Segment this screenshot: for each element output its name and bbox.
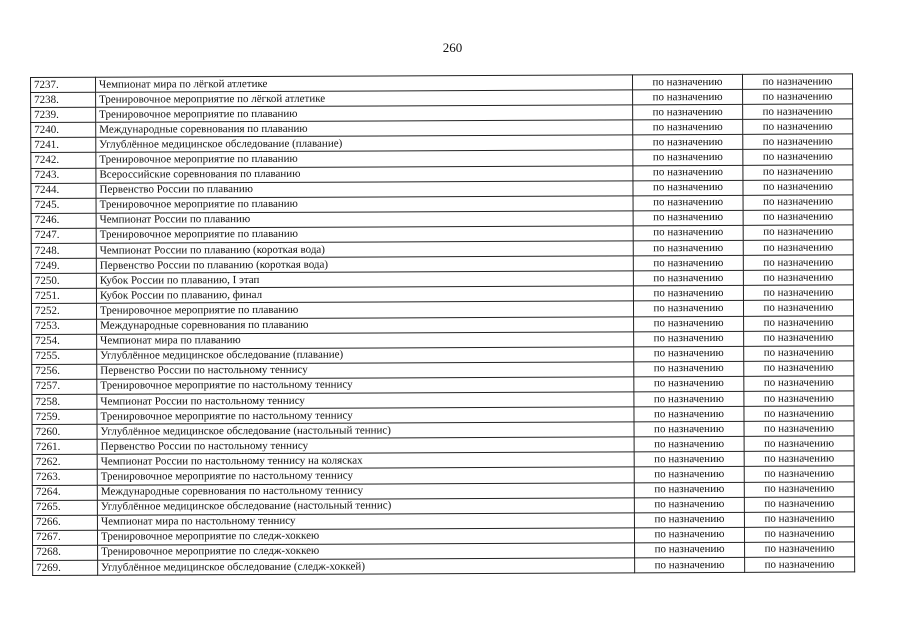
assignment-cell-2: по назначению: [743, 164, 853, 180]
assignment-cell-1: по назначению: [634, 376, 744, 392]
row-number-cell: 7266.: [32, 515, 97, 530]
assignment-cell-2: по назначению: [744, 315, 854, 331]
event-name-cell: Тренировочное мероприятие по плаванию: [96, 105, 633, 122]
assignment-cell-1: по назначению: [633, 271, 743, 287]
event-name-cell: Тренировочное мероприятие по настольному теннису: [97, 467, 634, 484]
assignment-cell-2: по назначению: [743, 119, 853, 135]
row-number-cell: 7268.: [33, 545, 98, 560]
assignment-cell-2: по назначению: [743, 300, 853, 316]
event-name-cell: Первенство России по настольному теннису: [97, 437, 634, 454]
row-number-cell: 7244.: [31, 183, 96, 198]
event-name-cell: Международные соревнования по плаванию: [96, 120, 633, 137]
row-number-cell: 7264.: [32, 485, 97, 500]
event-name-cell: Чемпионат мира по плаванию: [97, 331, 634, 348]
assignment-cell-2: по назначению: [743, 104, 853, 120]
assignment-cell-1: по назначению: [633, 105, 743, 121]
row-number-cell: 7251.: [31, 289, 96, 304]
assignment-cell-2: по назначению: [743, 134, 853, 150]
assignment-cell-2: по назначению: [743, 195, 853, 211]
assignment-cell-2: по назначению: [743, 285, 853, 301]
assignment-cell-1: по назначению: [634, 361, 744, 377]
row-number-cell: 7263.: [32, 470, 97, 485]
assignment-cell-1: по назначению: [634, 512, 744, 528]
event-name-cell: Углублённое медицинское обследование (настольный теннис): [97, 497, 634, 514]
assignment-cell-1: по назначению: [633, 195, 743, 211]
row-number-cell: 7255.: [32, 349, 97, 364]
event-name-cell: Тренировочное мероприятие по плаванию: [96, 196, 633, 213]
assignment-cell-2: по назначению: [744, 497, 854, 513]
assignment-cell-2: по назначению: [744, 331, 854, 347]
table-row: [33, 557, 855, 576]
row-number-cell: 7250.: [31, 273, 96, 288]
assignment-cell-2: по назначению: [744, 391, 854, 407]
event-name-cell: Углублённое медицинское обследование (следж-хоккей): [98, 558, 635, 575]
event-name-cell: Тренировочное мероприятие по настольному теннису: [97, 377, 634, 394]
assignment-cell-2: по назначению: [743, 270, 853, 286]
assignment-cell-1: по назначению: [633, 210, 743, 226]
assignment-cell-1: по назначению: [635, 542, 745, 558]
row-number-cell: 7253.: [32, 319, 97, 334]
assignment-cell-1: по назначению: [633, 240, 743, 256]
row-number-cell: 7252.: [31, 304, 96, 319]
assignment-cell-1: по назначению: [633, 180, 743, 196]
assignment-cell-1: по назначению: [634, 316, 744, 332]
assignment-cell-1: по назначению: [634, 331, 744, 347]
assignment-cell-1: по назначению: [634, 422, 744, 438]
assignment-cell-1: по назначению: [633, 120, 743, 136]
event-name-cell: Тренировочное мероприятие по плаванию: [96, 226, 633, 243]
page-number: 260: [442, 40, 463, 55]
event-name-cell: Чемпионат России по плаванию (короткая вода): [96, 241, 633, 258]
event-name-cell: Тренировочное мероприятие по лёгкой атлетике: [96, 90, 633, 107]
assignment-cell-1: по назначению: [634, 391, 744, 407]
event-name-cell: Тренировочное мероприятие по плаванию: [96, 150, 633, 167]
row-number-cell: 7245.: [31, 198, 96, 213]
row-number-cell: 7262.: [32, 455, 97, 470]
row-number-cell: 7239.: [31, 107, 96, 122]
row-number-cell: 7237.: [31, 77, 96, 92]
row-number-cell: 7257.: [32, 379, 97, 394]
row-number-cell: 7261.: [32, 439, 97, 454]
assignment-cell-1: по назначению: [634, 437, 744, 453]
assignment-cell-2: по назначению: [744, 361, 854, 377]
assignment-cell-2: по назначению: [743, 240, 853, 256]
event-name-cell: Первенство России по плаванию: [96, 181, 633, 198]
row-number-cell: 7246.: [31, 213, 96, 228]
event-name-cell: Углублённое медицинское обследование (настольный теннис): [97, 422, 634, 439]
row-number-cell: 7240.: [31, 122, 96, 137]
event-name-cell: Первенство России по настольному теннису: [97, 362, 634, 379]
row-number-cell: 7254.: [32, 334, 97, 349]
event-name-cell: Тренировочное мероприятие по следж-хоккею: [98, 543, 635, 560]
row-number-cell: 7265.: [32, 500, 97, 515]
assignment-cell-1: по назначению: [633, 286, 743, 302]
assignment-cell-2: по назначению: [745, 557, 855, 573]
event-name-cell: Тренировочное мероприятие по плаванию: [96, 301, 633, 318]
assignment-cell-2: по назначению: [744, 376, 854, 392]
row-number-cell: 7256.: [32, 364, 97, 379]
row-number-cell: 7238.: [31, 92, 96, 107]
assignment-cell-2: по назначению: [743, 180, 853, 196]
event-name-cell: Тренировочное мероприятие по следж-хоккею: [97, 528, 634, 545]
row-number-cell: 7243.: [31, 168, 96, 183]
row-number-cell: 7248.: [31, 243, 96, 258]
event-name-cell: Чемпионат мира по настольному теннису: [97, 513, 634, 530]
event-name-cell: Всероссийские соревнования по плаванию: [96, 165, 633, 182]
event-name-cell: Чемпионат России по настольному теннису на колясках: [97, 452, 634, 469]
event-name-cell: Чемпионат России по настольному теннису: [97, 392, 634, 409]
row-number-cell: 7241.: [31, 138, 96, 153]
assignment-cell-2: по назначению: [743, 210, 853, 226]
row-number-cell: 7242.: [31, 153, 96, 168]
assignment-cell-2: по назначению: [743, 225, 853, 241]
assignment-cell-1: по назначению: [635, 557, 745, 573]
assignment-cell-2: по назначению: [744, 346, 854, 362]
assignment-cell-2: по назначению: [744, 527, 854, 543]
assignment-cell-2: по назначению: [744, 436, 854, 452]
assignment-cell-1: по назначению: [633, 135, 743, 151]
event-name-cell: Чемпионат России по плаванию: [96, 211, 633, 228]
assignment-cell-1: по назначению: [632, 74, 742, 90]
event-name-cell: Углублённое медицинское обследование (плавание): [96, 135, 633, 152]
assignment-cell-2: по назначению: [744, 451, 854, 467]
assignment-cell-2: по назначению: [743, 89, 853, 105]
event-name-cell: Международные соревнования по настольному теннису: [97, 482, 634, 499]
assignment-cell-2: по назначению: [744, 481, 854, 497]
event-name-cell: Углублённое медицинское обследование (плавание): [97, 347, 634, 364]
assignment-cell-1: по назначению: [634, 527, 744, 543]
row-number-cell: 7260.: [32, 424, 97, 439]
event-name-cell: Международные соревнования по плаванию: [97, 316, 634, 333]
row-number-cell: 7259.: [32, 409, 97, 424]
assignment-cell-2: по назначению: [743, 255, 853, 271]
assignment-cell-1: по назначению: [634, 346, 744, 362]
assignment-cell-2: по назначению: [744, 406, 854, 422]
assignment-cell-1: по назначению: [633, 165, 743, 181]
assignment-cell-1: по назначению: [633, 256, 743, 272]
assignment-cell-1: по назначению: [633, 150, 743, 166]
row-number-cell: 7258.: [32, 394, 97, 409]
assignment-cell-1: по назначению: [633, 89, 743, 105]
event-name-cell: Тренировочное мероприятие по настольному теннису: [97, 407, 634, 424]
event-name-cell: Первенство России по плаванию (короткая вода): [96, 256, 633, 273]
assignment-cell-2: по назначению: [744, 512, 854, 528]
assignment-cell-2: по назначению: [743, 149, 853, 165]
assignment-cell-1: по назначению: [634, 467, 744, 483]
assignment-cell-1: по назначению: [634, 497, 744, 513]
row-number-cell: 7247.: [31, 228, 96, 243]
assignment-cell-1: по назначению: [634, 406, 744, 422]
table-body: [31, 74, 855, 576]
event-name-cell: Кубок России по плаванию, финал: [96, 286, 633, 303]
assignment-cell-2: по назначению: [745, 542, 855, 558]
assignment-cell-2: по назначению: [742, 74, 852, 90]
assignment-cell-2: по назначению: [744, 466, 854, 482]
assignment-cell-1: по назначению: [634, 452, 744, 468]
event-name-cell: Кубок России по плаванию, I этап: [96, 271, 633, 288]
row-number-cell: 7249.: [31, 258, 96, 273]
assignment-cell-1: по назначению: [634, 482, 744, 498]
assignment-cell-1: по назначению: [633, 301, 743, 317]
row-number-cell: 7269.: [33, 560, 98, 575]
document-table: [30, 73, 855, 576]
row-number-cell: 7267.: [32, 530, 97, 545]
event-name-cell: Чемпионат мира по лёгкой атлетике: [96, 75, 633, 92]
assignment-cell-2: по назначению: [744, 421, 854, 437]
assignment-cell-1: по назначению: [633, 225, 743, 241]
